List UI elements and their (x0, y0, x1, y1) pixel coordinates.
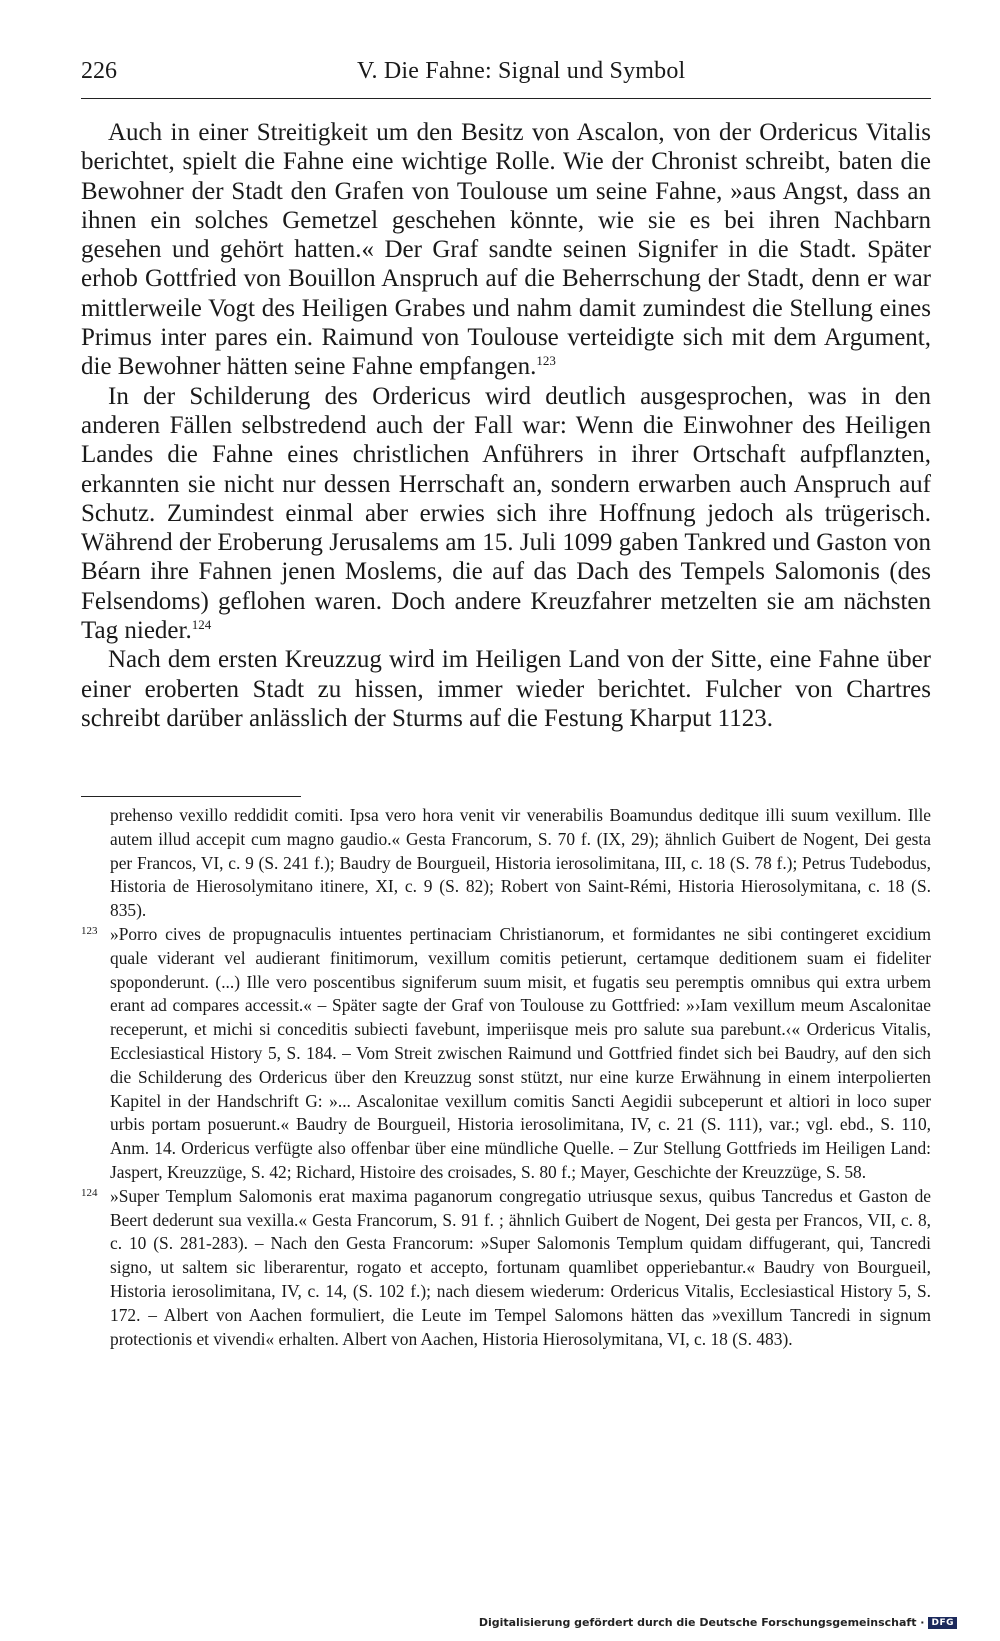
page-number: 226 (81, 58, 117, 84)
footnote-text: »Super Templum Salomonis erat maxima paganorum congregatio utriusque sexus, quibus Tancredus et Gaston de Beert dederunt sua vexilla.« Gesta Francorum, S. 91 f. ; ähnlich Guibert de Nogent, Dei gesta per Francos, VII, c. 8, c. 10 (S. 281-283). – Nach den Gesta Francorum: »Super Salomonis Templum quidam diffugerant, qui, Tancredi signo, ut saltem sic liberarentur, rogato et accepto, fortunam quamlibet opperiebantur.« Baudry von Bourgueil, Historia ierosolimitana, IV, c. 14, (S. 102 f.); nach diesem wiederum: Ordericus Vitalis, Ecclesiastical History 5, S. 172. – Albert von Aachen formuliert, die Leute im Tempel Salomons hätten das »vexillum Tancredi in signum protectionis et vivendi« erhalten. Albert von Aachen, Historia Hierosolymitana, VI, c. 18 (S. 483). (110, 1185, 931, 1349)
paragraph: Nach dem ersten Kreuzzug wird im Heiligen Land von der Sitte, eine Fahne über einer eroberten Stadt zu hissen, immer wieder berichtet. Fulcher von Chartres schreibt darüber anlässlich der Sturms auf die Festung Kharput 1123. (81, 646, 931, 732)
running-title: V. Die Fahne: Signal und Symbol (357, 58, 686, 84)
dfg-logo-icon: DFG (928, 1617, 957, 1629)
digitization-credit (479, 1616, 957, 1629)
running-header (81, 58, 931, 99)
footnote-continuation: prehenso vexillo reddidit comiti. Ipsa vero hora venit vir venerabilis Boamundus deditque illi suum vexillum. Ille autem illud accepit cum magno gaudio.« Gesta Francorum, S. 70 f. (IX, 29); ähnlich Guibert de Nogent, Dei gesta per Francos, VI, c. 9 (S. 241 f.); Baudry de Bourgueil, Historia ierosolimitana, III, c. 18 (S. 78 f.); Petrus Tudebodus, Historia de Hierosolymitano itinere, XI, c. 9 (S. 82); Robert von Saint-Rémi, Historia Hierosolymitana, c. 18 (S. 835). (110, 805, 931, 921)
credit-text: Digitalisierung gefördert durch die Deutsche Forschungsgemeinschaft · (478, 1616, 925, 1629)
footnote-text: »Porro cives de propugnaculis intuentes pertinaciam Christianorum, et formidantes ne sibi contingeret excidium quale viderant vel audierant finitimorum, vexillum comitis petierunt, certamque deditionem suam ei fideliter spoponderunt. (...) Ille vero poscentibus signiferum suum misit, et fugatis seu peremptis omnibus qui extra urbem erant ad compares accessit.« – Später sagte der Graf von Toulouse zu Gottfried: »›Iam vexillum meum Ascalonitae receperunt, et michi si conceditis subiecti favebunt, imperiisque meis pro salute sua parebunt.‹« Ordericus Vitalis, Ecclesiastical History 5, S. 184. – Vom Streit zwischen Raimund und Gottfried findet sich bei Baudry, auf den sich die Schilderung des Ordericus über den Kreuzzug sonst stützt, nur eine kurze Erwähnung in einem interpolierten Kapitel in der Handschrift G: »... Ascalonitae vexillum comitis Sancti Aegidii subceperunt et altiori in loco super urbis portam posuerunt.« Baudry de Bourgueil, Historia ierosolimitana, IV, c. 21 (S. 111), var.; vgl. ebd., S. 110, Anm. 14. Ordericus verfügte also offenbar über eine mündliche Quelle. – Zur Stellung Gottfrieds im Heiligen Land: Jaspert, Kreuzzüge, S. 42; Richard, Histoire des croisades, S. 80 f.; Mayer, Geschichte der Kreuzzüge, S. 58. (110, 923, 931, 1182)
paragraph: Auch in einer Streitigkeit um den Besitz von Ascalon, von der Ordericus Vitalis berichtet, spielt die Fahne eine wichtige Rolle. Wie der Chronist schreibt, baten die Bewohner der Stadt den Grafen von Toulouse um seine Fahne, »aus Angst, dass an ihnen ein solches Gemetzel geschehen könnte, wie sie es bei ihren Nachbarn gesehen und gehört hatten.« Der Graf sandte seinen Signifer in die Stadt. Später erhob Gottfried von Bouillon Anspruch auf die Beherrschung der Stadt, denn er war mittlerweile Vogt des Heiligen Grabes und nahm damit zumindest die Stellung eines Primus inter pares ein. Raimund von Toulouse verteidigte sich mit dem Argument, die Bewohner hätten seine Fahne empfangen.$^{123}$ (81, 119, 931, 381)
footnote-123 (81, 923, 931, 1185)
footnote-divider (81, 796, 301, 797)
footnote-number: 124 (81, 1186, 98, 1199)
footnote-ref[interactable]: 124 (191, 617, 212, 633)
paragraph: In der Schilderung des Ordericus wird deutlich ausgesprochen, was in den anderen Fällen selbstredend auch der Fall war: Wenn die Einwohner des Heiligen Landes die Fahne eines christlichen Anführers in ihrer Ortschaft aufpflanzten, erkannten sie nicht nur dessen Herrschaft an, sondern erwarben auch Anspruch auf Schutz. Zumindest einmal aber erwies sich ihre Hoffnung jedoch als trügerisch. Während der Eroberung Jerusalems am 15. Juli 1099 gaben Tankred und Gaston von Béarn ihre Fahnen jenen Moslems, die auf das Dach des Tempels Salomonis (des Felsendoms) geflohen waren. Doch andere Kreuzfahrer metzelten sie am nächsten Tag nieder.$^{124}$ (81, 382, 931, 645)
footnote-124 (81, 1185, 931, 1352)
footnote-ref[interactable]: 123 (536, 353, 556, 369)
footnotes (81, 804, 931, 1351)
main-text (81, 118, 931, 733)
footnote-number: 123 (81, 924, 98, 937)
